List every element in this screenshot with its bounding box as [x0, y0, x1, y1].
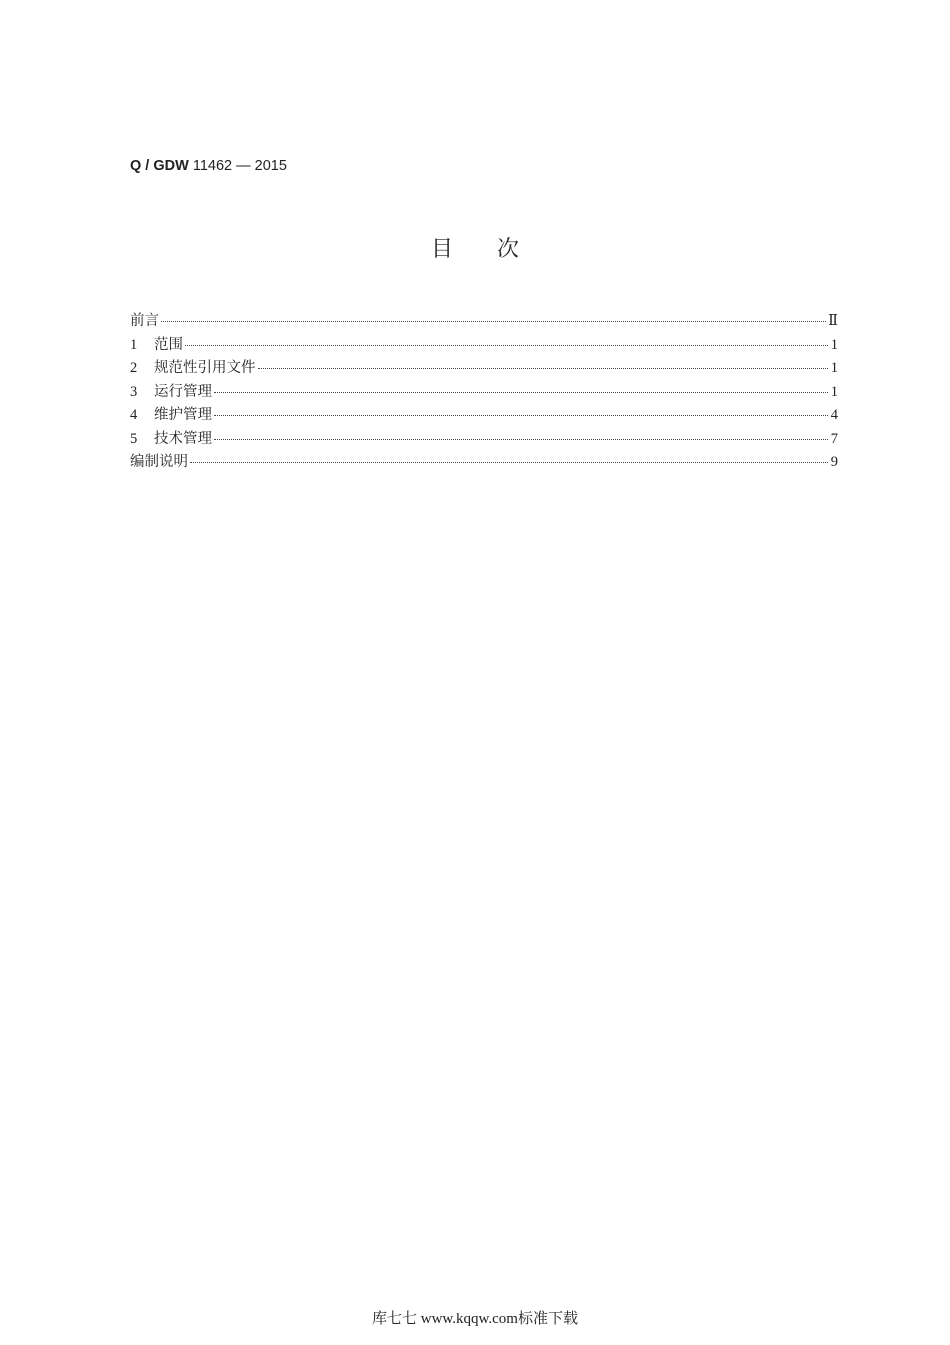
toc-entry-compilation-notes[interactable] — [130, 450, 838, 474]
standard-code — [130, 158, 287, 174]
toc-entry-page: Ⅱ — [828, 313, 838, 329]
toc-entry-label: 编制说明 — [130, 454, 188, 470]
footer-watermark-text: 库七七 www.kqqw.com标准下载 — [372, 1311, 578, 1327]
toc-entry-page: 9 — [830, 454, 838, 470]
standard-number: 11462 — 2015 — [188, 158, 287, 174]
toc-entry-label: 运行管理 — [154, 383, 212, 400]
toc-entry-number: 5 — [130, 430, 138, 447]
toc-entry-number: 2 — [130, 360, 138, 376]
toc-entry-technical-management[interactable] — [130, 427, 838, 451]
toc-title: 目次 — [430, 237, 563, 262]
toc-entry-page: 1 — [830, 383, 838, 400]
toc-entry-maintenance-management[interactable] — [130, 403, 838, 427]
toc-entry-label: 前言 — [130, 313, 159, 329]
toc-leader-dots — [214, 391, 828, 393]
toc-entry-page: 1 — [830, 360, 838, 376]
standard-prefix: Q / GDW — [130, 158, 189, 174]
toc-entry-number: 3 — [130, 383, 138, 400]
toc-leader-dots — [161, 320, 826, 322]
toc-entry-label: 技术管理 — [154, 430, 212, 447]
toc-entry-page: 1 — [830, 336, 838, 353]
toc-entry-label: 规范性引用文件 — [154, 360, 256, 376]
toc-entry-page: 7 — [830, 430, 838, 447]
toc-entry-number: 1 — [130, 336, 138, 353]
toc-entry-scope[interactable] — [130, 333, 838, 357]
table-of-contents — [130, 309, 838, 474]
toc-entry-label: 维护管理 — [154, 407, 212, 423]
toc-leader-dots — [190, 461, 828, 463]
toc-leader-dots — [214, 438, 828, 440]
toc-entry-foreword[interactable] — [130, 309, 838, 333]
toc-leader-dots — [214, 414, 828, 416]
toc-leader-dots — [185, 344, 828, 346]
toc-entry-page: 4 — [830, 407, 838, 423]
toc-entry-operation-management[interactable] — [130, 380, 838, 404]
toc-leader-dots — [258, 367, 829, 369]
toc-entry-normative-references[interactable] — [130, 356, 838, 380]
toc-entry-number: 4 — [130, 407, 138, 423]
toc-entry-label: 范围 — [154, 336, 183, 353]
